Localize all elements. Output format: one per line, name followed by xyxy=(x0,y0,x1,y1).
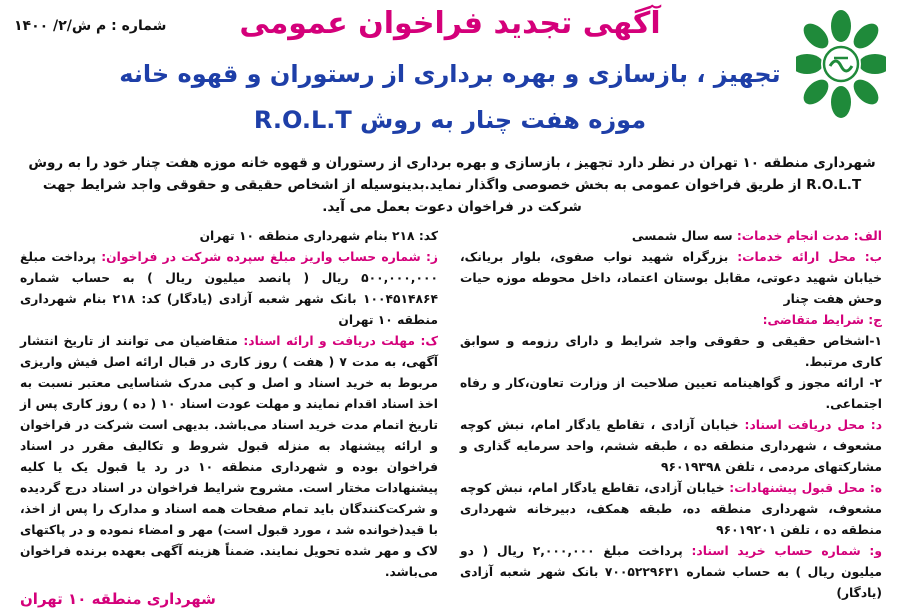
section-alef-text: سه سال شمسی xyxy=(631,229,737,243)
section-dal-label: د: محل دریافت اسناد: xyxy=(744,418,883,432)
section-vav-label: و: شماره حساب خرید اسناد: xyxy=(691,544,882,558)
page-subtitle-method: موزه هفت چنار به روش R.O.L.T xyxy=(253,106,647,134)
section-ze-label: ز: شماره حساب واریز مبلغ سپرده شرکت در فراخوان: xyxy=(101,250,438,264)
section-be xyxy=(460,247,882,310)
section-dal xyxy=(460,415,882,478)
section-he xyxy=(460,478,882,541)
section-he-text: خیابان آزادی، تقاطع یادگار امام، نبش کوچه مشعوف، شهرداری منطقه ده، طبقه همکف، دبیرخانه شهرداری منطقه ده ، تلفن ۹۶۰۱۹۲۰۱ xyxy=(460,481,882,537)
intro-paragraph xyxy=(22,152,882,218)
section-jim-item-1: ۱-اشخاص حقیقی و حقوقی واجد شرایط و دارای رزومه و سوابق کاری مرتبط. xyxy=(460,334,882,369)
code-line: کد: ۲۱۸ بنام شهرداری منطقه ۱۰ تهران xyxy=(199,229,438,243)
page-title: آگهی تجدید فراخوان عمومی xyxy=(239,6,661,41)
intro-text: در نظر دارد تجهیز ، بازسازی و بهره برداری از رستوران و قهوه خانه موزه هفت چنار خود را به روش R.O.L.T از طریق فراخوان عمومی به بخش خصوصی واگذار نماید.بدینوسیله از اشخاص حقیقی و حقوقی واجد شرایط جهت شرکت در فراخوان دعوت بعمل می آید. xyxy=(28,155,862,215)
section-ke-bold: (خوانده شد ، مورد قبول است) xyxy=(217,523,405,537)
section-vav-text: پرداخت مبلغ ۲,۰۰۰,۰۰۰ ریال ( دو میلیون ریال ) به حساب شماره ۷۰۰۵۲۲۹۶۳۱ بانک شهر شعبه آزادی (یادگار) xyxy=(460,544,883,600)
section-be-text: بزرگراه شهید نواب صفوی، بلوار بریانک، خیابان شهید دعوتی، مقابل بوستان اعتماد، داخل محوطه موزه حیات وحش هفت چنار xyxy=(460,250,882,306)
section-ke xyxy=(20,331,438,583)
section-ke-text-2: مهر و امضاء نموده و در پاکتهای لاک و مهر شده تحویل نمایند. ضمناً هزینه آگهی بعهده برنده فراخوان می‌باشد. xyxy=(20,523,438,579)
right-column xyxy=(460,226,882,604)
section-dal-text: خیابان آزادی ، تقاطع یادگار امام، نبش کوچه مشعوف ، شهرداری منطقه ده ، طبقه ششم، واحد سرمایه گذاری و مشارکتهای مردمی ، تلفن ۹۶۰۱۹۳۹۸ xyxy=(460,418,882,474)
section-jim-item-2: ۲- ارائه مجوز و گواهینامه تعیین صلاحیت از وزارت تعاون،کار و رفاه اجتماعی. xyxy=(460,376,882,411)
section-he-label: ه: محل قبول پیشنهادات: xyxy=(729,481,882,495)
section-be-label: ب: محل ارائه خدمات: xyxy=(737,250,882,264)
announcement-number: شماره : م ش/۲/ ۱۴۰۰ xyxy=(14,18,167,34)
signature: شهرداری منطقه ۱۰ تهران xyxy=(20,590,216,608)
section-alef xyxy=(460,226,882,247)
left-column xyxy=(20,226,438,610)
section-ze xyxy=(20,247,438,331)
section-ke-text: متقاضیان می توانند از تاریخ انتشار آگهی، به مدت ۷ ( هفت ) روز کاری در قبال ارائه اصل فیش واریزی مربوط به خرید اسناد و اصل و کپی مدرک شناسایی معتبر نسبت به اخذ اسناد اقدام نمایند و مهلت عودت اسناد ۱۰ ( ده ) روز کاری پس از تاریخ اتمام مدت خرید اسناد می‌باشد. بدیهی است شرکت در فراخوان و ارائه پیشنهاد به منزله قبول شروط و تکالیف مقرر در اسناد فراخوان بوده و شهرداری منطقه ۱۰ در رد یا قبول یک یا کلیه پیشنهادات مختار است. مشروح شرایط فراخوان در اسناد درج گردیده و شرکت‌کنندگان باید تمام صفحات همه اسناد و مدارک را پس از اخذ، با قید xyxy=(20,334,438,537)
section-ze-text: پرداخت مبلغ ۵۰۰,۰۰۰,۰۰۰ ریال ( پانصد میلیون ریال ) به حساب شماره ۱۰۰۴۵۱۴۸۶۴ بانک شهر شعبه آزادی (یادگار) کد: ۲۱۸ بنام شهرداری منطقه ۱۰ تهران xyxy=(20,250,438,327)
section-vav xyxy=(460,541,882,604)
section-jim xyxy=(460,310,882,331)
section-jim-label: ج: شرایط متقاضی: xyxy=(762,313,882,327)
page-subtitle: تجهیز ، بازسازی و بهره برداری از رستوران و قهوه خانه xyxy=(119,60,781,88)
intro-lead: شهرداری منطقه ۱۰ تهران xyxy=(699,155,876,171)
section-ke-label: ک: مهلت دریافت و ارائه اسناد: xyxy=(243,334,438,348)
section-alef-label: الف: مدت انجام خدمات: xyxy=(736,229,882,243)
